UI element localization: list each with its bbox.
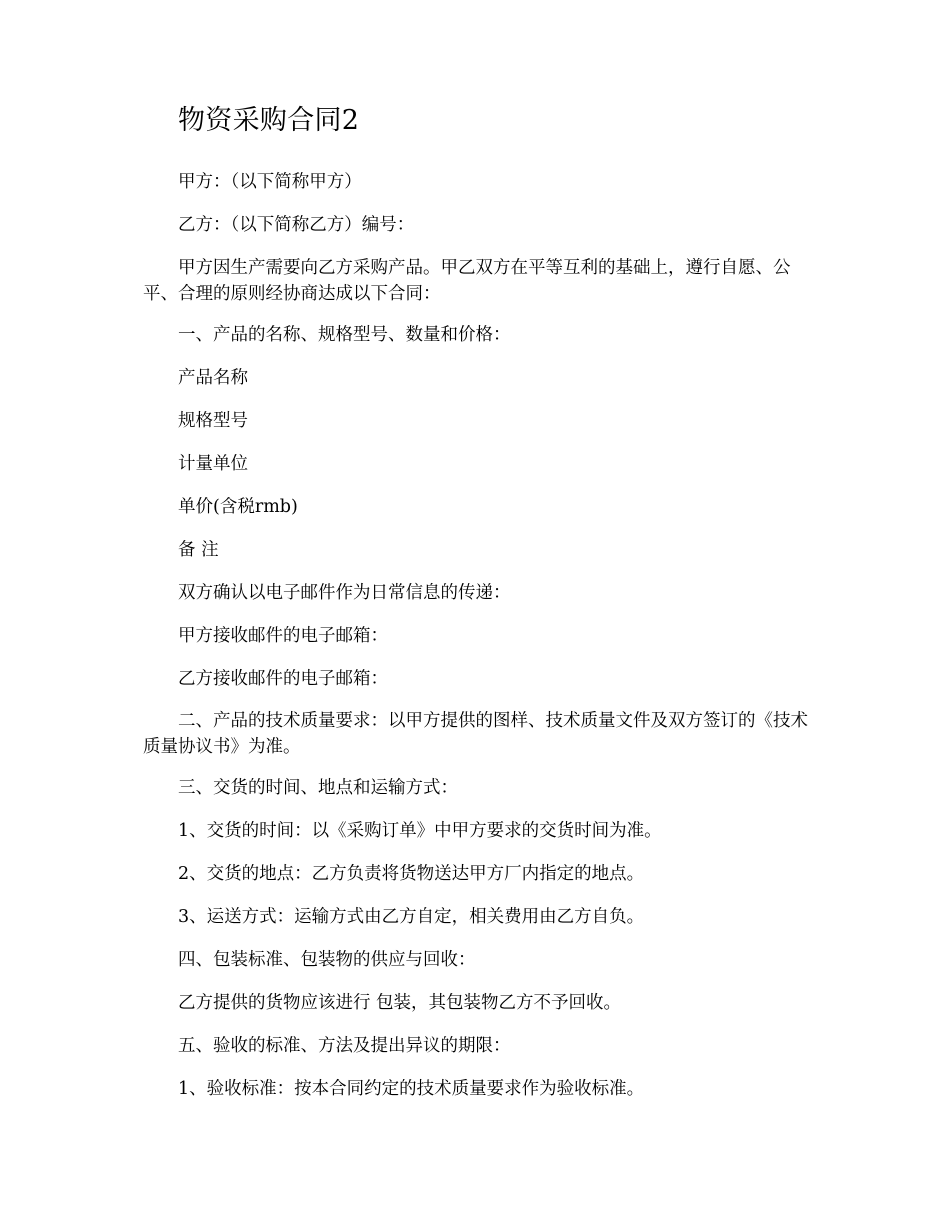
acceptance-standard-line: 1、验收标准：按本合同约定的技术质量要求作为验收标准。 — [178, 1079, 645, 1099]
intro-paragraph: 甲方因生产需要向乙方采购产品。甲乙双方在平等互利的基础上，遵行自愿、公平、合理的原则经协商达成以下合同： — [143, 258, 791, 304]
delivery-time-line: 1、交货的时间：以《采购订单》中甲方要求的交货时间为准。 — [178, 821, 662, 841]
field-remarks: 备 注 — [178, 540, 219, 560]
section-4-heading: 四、包装标准、包装物的供应与回收： — [178, 950, 476, 970]
party-b-email-line: 乙方接收邮件的电子邮箱： — [178, 669, 388, 689]
document-title: 物资采购合同2 — [178, 105, 360, 136]
email-confirm-line: 双方确认以电子邮件作为日常信息的传递： — [178, 583, 511, 603]
party-a-email-line: 甲方接收邮件的电子邮箱： — [178, 626, 388, 646]
party-a-line: 甲方：（以下简称甲方） — [178, 172, 362, 192]
delivery-place-line: 2、交货的地点：乙方负责将货物送达甲方厂内指定的地点。 — [178, 864, 645, 884]
section-1-heading: 一、产品的名称、规格型号、数量和价格： — [178, 325, 511, 345]
party-b-line: 乙方：（以下简称乙方）编号： — [178, 215, 415, 235]
section-3-heading: 三、交货的时间、地点和运输方式： — [178, 778, 458, 798]
field-spec-model: 规格型号 — [178, 411, 248, 431]
transport-method-line: 3、运送方式：运输方式由乙方自定，相关费用由乙方自负。 — [178, 907, 645, 927]
section-5-heading: 五、验收的标准、方法及提出异议的期限： — [178, 1036, 511, 1056]
field-product-name: 产品名称 — [178, 368, 248, 388]
packaging-line: 乙方提供的货物应该进行 包装，其包装物乙方不予回收。 — [178, 993, 622, 1013]
section-2-paragraph: 二、产品的技术质量要求：以甲方提供的图样、技术质量文件及双方签订的《技术质量协议书》为准。 — [143, 711, 808, 757]
field-unit-price: 单价(含税rmb) — [178, 497, 298, 517]
field-unit: 计量单位 — [178, 454, 248, 474]
